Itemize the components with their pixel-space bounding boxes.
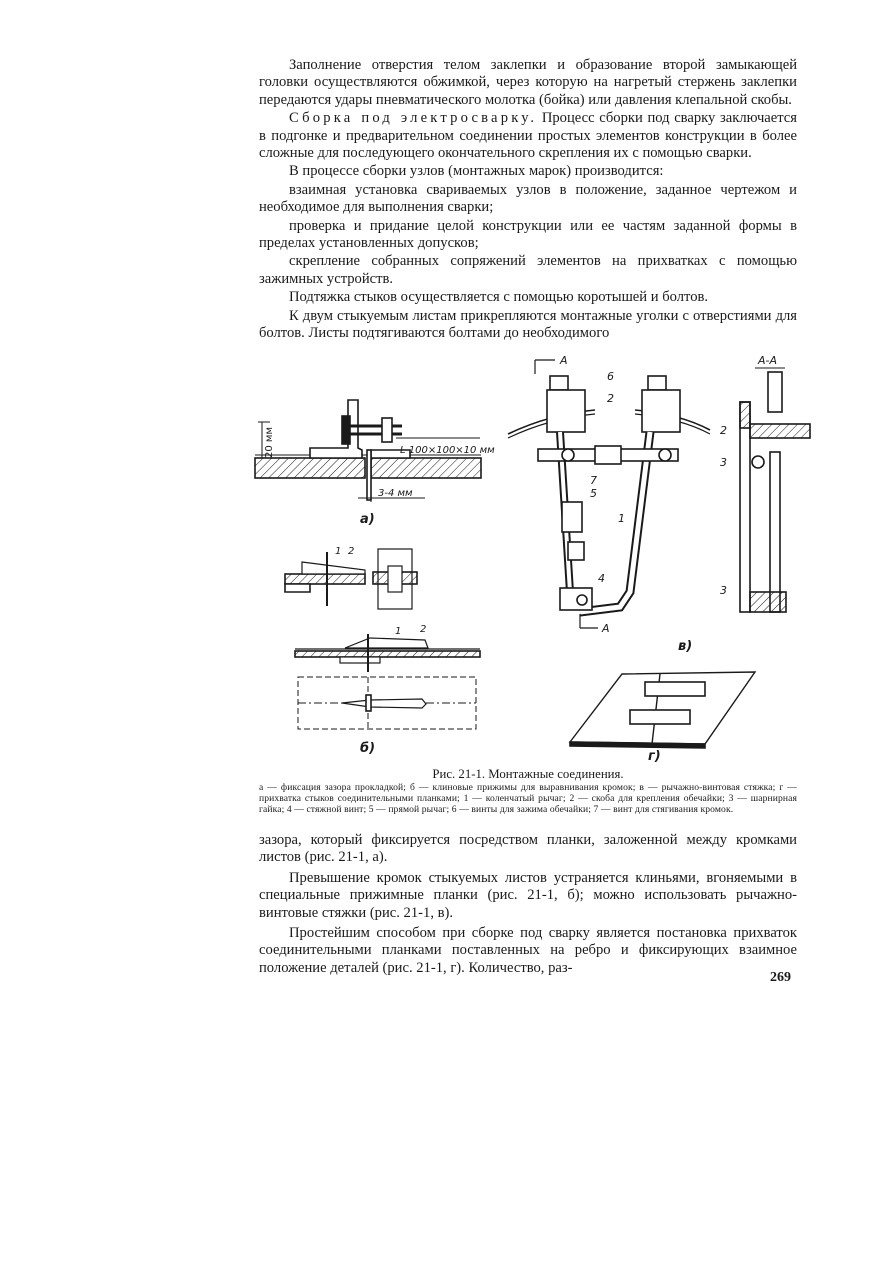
label-b: б): [360, 741, 376, 756]
arrow-label-a-bottom: А: [602, 622, 610, 635]
callout-2-v: 2: [607, 392, 614, 405]
dim-gap: 3-4 мм: [378, 488, 413, 499]
figure-caption-legend: а — фиксация зазора прокладкой; б — клиновые прижимы для выравнивания кромок; в — рычажно-винтовая стяжка; г — прихватка стыков соединительными планками; 1 — коленчатый рычаг; 2 — скоба для крепления обечайки; 3 — шарнирная гайка; 4 — стяжной винт; 5 — прямой рычаг; 6 — винты для зажима обечайки; 7 — винт для стягивания кромок.: [259, 782, 797, 816]
bolt-head: [342, 416, 350, 444]
list-item-check-shape: проверка и придание целой конструкции или ее частям заданной формы в пределах установленных допусков;: [259, 217, 797, 252]
section-label: А-А: [758, 354, 778, 367]
paragraph-edges: Превышение кромок стыкуемых листов устраняется клиньями, вгоняемыми в специальные прижимные планки (рис. 21-1, б); можно использовать рычажно-винтовые стяжки (рис. 21-1, в).: [259, 869, 797, 921]
label-a: а): [360, 512, 375, 527]
callout-3-low: 3: [720, 584, 727, 597]
arrow-label-a-top: А: [560, 354, 568, 367]
paragraph-tacking: Простейшим способом при сборке под сварку является постановка прихваток соединительными планками поставленных на ребро и фиксирующих взаимное положение деталей (рис. 21-1, г). Количество, раз-: [259, 925, 797, 976]
page-number: 269: [770, 970, 791, 985]
text-block-top: [259, 57, 797, 343]
paragraph-welding-text: Процесс сборки под сварку заключается в подгонке и предварительном соединении простых элементов конструкции в более сложные для последующего окончательного скрепления их с помощью сварки.: [259, 110, 797, 162]
callout-2-section: 2: [720, 424, 727, 437]
subfigure-v: [508, 354, 810, 654]
plate-right: [371, 458, 481, 478]
figure-drawing: [250, 352, 815, 762]
callout-7: 7: [590, 474, 597, 487]
label-v: в): [678, 639, 693, 654]
figure-21-1: [250, 352, 815, 762]
callout-5: 5: [590, 487, 597, 500]
callout-6: 6: [607, 370, 614, 383]
figure-caption-title: Рис. 21-1. Монтажные соединения.: [432, 767, 624, 781]
subfigure-g: [570, 672, 755, 762]
callout-3-mid: 3: [720, 456, 727, 469]
section-heading-welding: Сборка под электросварку.: [289, 110, 538, 127]
angle-left: [310, 400, 362, 458]
list-item-fastening: скрепление собранных сопряжений элементов на прихватках с помощью зажимных устройств.: [259, 253, 797, 287]
dim-20mm: 20 мм: [264, 427, 275, 458]
subfigure-a: [255, 400, 495, 527]
paragraph-tightening: Подтяжка стыков осуществляется с помощью коротышей и болтов.: [289, 289, 709, 306]
paragraph-assembly-intro: В процессе сборки узлов (монтажных марок) производится:: [289, 163, 664, 180]
callout-2-b: 2: [348, 546, 355, 557]
paragraph-gap: зазора, который фиксируется посредством планки, заложенной между кромками листов (рис. 21-1, а).: [259, 832, 797, 866]
subfigure-b: [285, 546, 480, 756]
label-g: г): [648, 749, 661, 762]
nut: [382, 418, 392, 442]
callout-1-v: 1: [618, 512, 625, 525]
callout-1-b: 1: [335, 546, 342, 557]
paragraph-rivet: Заполнение отверстия телом заклепки и образование второй замыкающей головки осуществляются обжимкой, через которую на нагретый стержень заклепки передаются удары пневматического молотка (бойка) или давления клепальной скобы.: [259, 57, 797, 108]
callout-1-g: 1: [395, 626, 402, 637]
text-block-bottom: [259, 832, 797, 977]
callout-4: 4: [598, 572, 605, 585]
callout-2-g: 2: [420, 624, 427, 635]
dim-angle: L 100×100×10 мм: [400, 445, 495, 456]
plate-left: [255, 458, 365, 478]
paragraph-angles: К двум стыкуемым листам прикрепляются монтажные уголки с отверстиями для болтов. Листы подтягиваются болтами до необходимого: [259, 307, 797, 342]
paragraph-welding-assembly: [259, 110, 797, 162]
list-item-installation: взаимная установка свариваемых узлов в положение, заданное чертежом и необходимое для выполнения сварки;: [259, 181, 797, 216]
